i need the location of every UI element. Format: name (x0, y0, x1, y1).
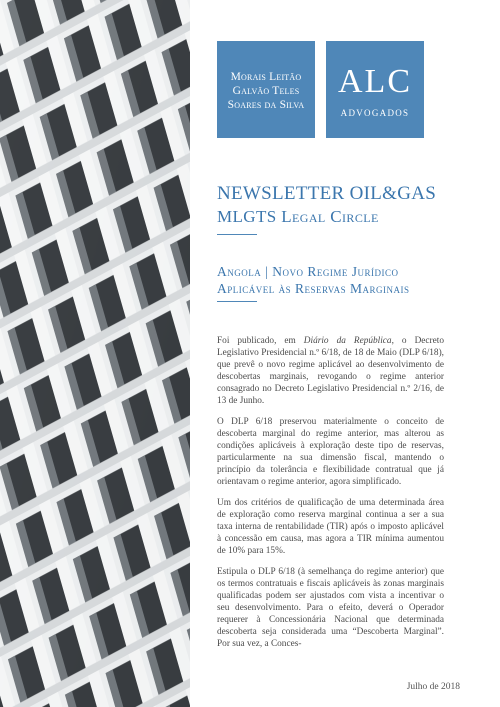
paragraph-1 (217, 335, 444, 407)
alc-logo (326, 41, 424, 138)
paragraph-1-start: Foi publicado, em (217, 336, 304, 346)
section-divider (217, 301, 257, 302)
paragraph-3: Um dos critérios de qualificação de uma determinada área de exploração como reserva marginal continua a ser a sua taxa interna de rentabilidade (TIR) após o imposto aplicável à concessão em causa, mas agora a TIR mínima aumentou de 10% para 15%. (217, 498, 444, 556)
mlgts-logo (217, 41, 315, 138)
article-body (217, 335, 444, 659)
paragraph-2: O DLP 6/18 preservou materialmente o conceito de descoberta marginal do regime anterior, mas alterou as condições aplicáveis à exploração deste tipo de reservas, particularmente na sua dimensão fiscal, mantendo o princípio da tolerância e flexibilidade contratual que já orientavam o regime anterior, agora simplificado. (217, 417, 444, 487)
title-divider (217, 234, 257, 235)
newsletter-subtitle: MLGTS Legal Circle (217, 207, 379, 226)
paragraph-4: Estipula o DLP 6/18 (à semelhança do regime anterior) que os termos contratuais e fiscais aplicáveis às zonas marginais qualificadas podem ser ajustados com vista a incentivar o seu desenvolvimento. Para o efeito, deverá o Operador requerer à Concessionária Nacional que determinada descoberta seja considerada uma “Descoberta Marginal”. Por sua vez, a Conces- (217, 567, 444, 649)
mlgts-logo-line-3: Soares da Silva (227, 99, 305, 111)
publication-date: Julho de 2018 (406, 682, 460, 692)
paragraph-1-end: , o Decreto Legislativo Presidencial n.º 6/18, de 18 de Maio (DLP 6/18), que prevê o novo regime aplicável ao desenvolvimento de descobertas marginais, revogando o regime anterior consagrado no Decreto Legislativo Presidencial n.º 2/16, de 13 de Junho. (217, 336, 445, 406)
section-title-line-2: Aplicável às Reservas Marginais (217, 281, 410, 296)
building-photo (0, 0, 190, 707)
section-title-line-1: Angola | Novo Regime Jurídico (217, 264, 399, 279)
mlgts-logo-line-1: Morais Leitão (230, 71, 302, 83)
alc-logo-sub: ADVOGADOS (340, 108, 410, 118)
newsletter-title: NEWSLETTER OIL&GAS (217, 183, 437, 204)
section-title (217, 263, 410, 297)
building-facade-image (0, 0, 190, 707)
mlgts-logo-line-2: Galvão Teles (232, 85, 300, 97)
paragraph-1-italic: Diário da República (303, 336, 392, 346)
alc-logo-main: ALC (338, 63, 412, 100)
